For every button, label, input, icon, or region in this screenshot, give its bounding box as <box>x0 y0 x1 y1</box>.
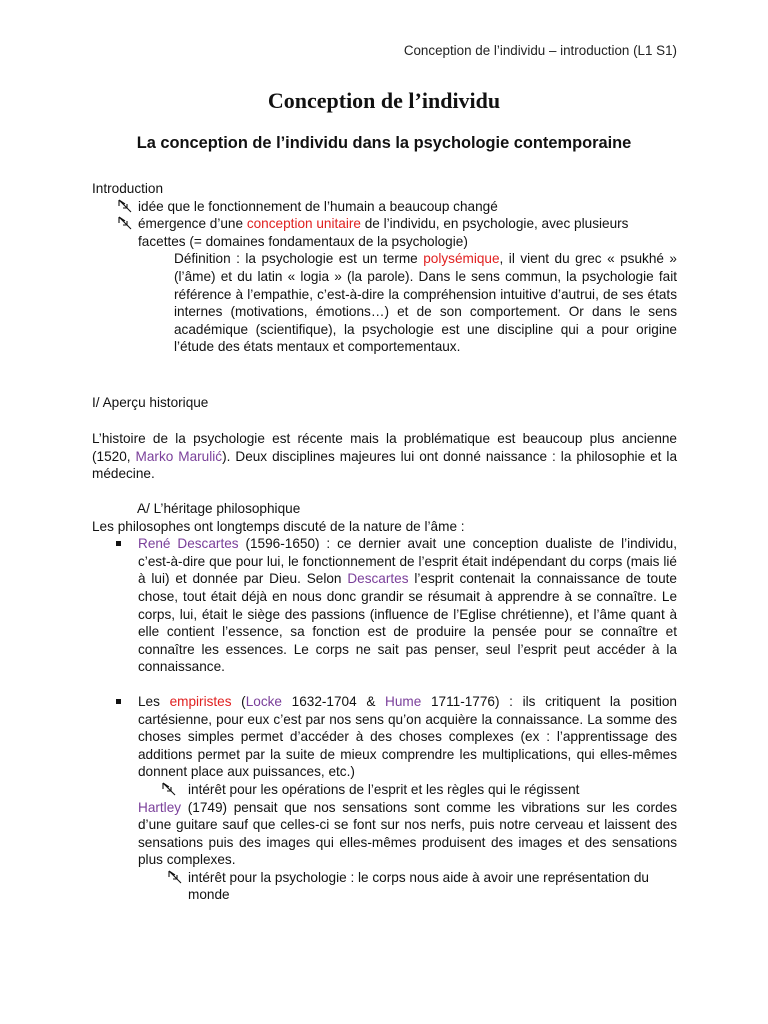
arrow-item-psychologie-text: intérêt pour la psychologie : le corps nous aide à avoir une représentation du monde <box>188 869 649 903</box>
definition-text-b: , il vient du grec « psukhé » (l’âme) et du latin « logia » (la parole). Dans le sens commun, la psychologie fait référence à l’empathie, c’est-à-dire la compréhension intuitive d’autrui, de ses états internes (motivations, émotions…) et de son comportement. Or dans le sens académique (scientifique), la psychologie est une discipline qui a pour origine l’étude des états mentaux et comportementaux. <box>174 251 677 355</box>
section-1-heading: I/ Aperçu historique <box>92 395 209 410</box>
square-bullet-icon <box>116 541 121 546</box>
arrow-bullet-icon <box>118 199 132 213</box>
hartley-text: (1749) pensait que nos sensations sont comme les vibrations sur les cordes d’une guitare sauf que celles-ci se font sur nos nerfs, puis notre cerveau et laissent des sensations puis des images qui elles-mêmes produisent des images et des sensations plus complexes. <box>138 799 677 868</box>
definition-highlight: polysémique <box>423 251 500 267</box>
descartes-text-b: l’esprit contenait la connaissance de toute chose, tout était déjà en nous donc grandir se résumait à apprendre à se connaître. Le corps, lui, était le siège des passions (influence de l’Eglise chrétienne), et l’âme quant à elle contient l’essence, sa fonction est de produire la pensée pour se connaître et connaître les essences. Le corps ne sait pas penser, seul l’esprit peut accéder à la connaissance. <box>138 571 677 675</box>
intro-item-1 <box>92 198 677 216</box>
empiristes-highlight: empiristes <box>169 693 232 709</box>
intro-item-2-text-b: de l’individu, en psychologie, avec plusieurs facettes (= domaines fondamentaux de la psychologie) <box>138 216 629 249</box>
page-title: Conception de l’individu <box>267 88 501 113</box>
descartes-item <box>92 535 677 676</box>
intro-heading: Introduction <box>92 181 164 196</box>
intro-item-2-text-a: émergence d’une <box>138 216 247 232</box>
arrow-bullet-icon <box>118 216 132 230</box>
empiristes-item <box>92 693 677 781</box>
emp-text-c: 1632-1704 & <box>282 693 386 709</box>
subsection-a-lead: Les philosophes ont longtemps discuté de la nature de l’âme : <box>92 518 465 534</box>
subsection-a <box>92 500 677 904</box>
intro-item-2-highlight: conception unitaire <box>246 216 361 232</box>
section-1 <box>92 394 677 412</box>
descartes-name: René Descartes <box>138 536 239 552</box>
running-header: Conception de l’individu – introduction (L1 S1) <box>403 43 677 58</box>
descartes-text-a: (1596-1650) : ce dernier avait une conception dualiste de l’individu, c’est-à-dire que pour lui, le fonctionnement de l’esprit était indépendant du corps (mais lié à lui) et donnée par Dieu. Selon <box>138 536 677 587</box>
arrow-item-operations-text: intérêt pour les opérations de l’esprit et les règles qui le régissent <box>188 781 580 797</box>
section-1-highlight: Marko Marulić <box>135 448 223 464</box>
square-bullet-icon <box>116 699 121 704</box>
subsection-a-heading: A/ L’héritage philosophique <box>137 501 301 516</box>
hume-name: Hume <box>385 693 422 709</box>
descartes-name-2: Descartes <box>347 571 409 587</box>
arrow-bullet-icon <box>162 782 176 796</box>
page-subtitle: La conception de l’individu dans la psychologie contemporaine <box>136 134 632 152</box>
hartley-name: Hartley <box>138 799 182 815</box>
emp-text-b: ( <box>231 693 246 709</box>
section-1-text-a: L’histoire de la psychologie est récente mais la problématique est beaucoup plus ancienne (1520, <box>92 431 677 464</box>
emp-text-a: Les <box>138 693 170 709</box>
arrow-bullet-icon <box>168 870 182 884</box>
arrow-item-psychologie <box>92 869 677 904</box>
definition-text-a: Définition : la psychologie est un terme <box>174 251 424 267</box>
section-1-text-b: ). Deux disciplines majeures lui ont donné naissance : la philosophie et la médecine. <box>92 448 678 482</box>
arrow-item-operations <box>92 781 677 799</box>
section-1-paragraph <box>92 430 677 483</box>
intro-section <box>92 180 677 356</box>
intro-item-2 <box>92 215 677 250</box>
emp-text-d: 1711-1776) : ils critiquent la position cartésienne, pour eux c’est par nos sens qu’on acquière la connaissance. La somme des choses simples permet d’accéder à des choses complexes (ex : l’apprentissage des additions permet par la suite de mieux comprendre les multiplications, qui elles-mêmes donnent place aux puissances, etc.) <box>138 693 677 780</box>
definition-paragraph <box>174 250 677 356</box>
locke-name: Locke <box>245 693 282 709</box>
intro-item-1-text: idée que le fonctionnement de l’humain a beaucoup changé <box>138 198 498 214</box>
hartley-paragraph <box>92 799 677 869</box>
